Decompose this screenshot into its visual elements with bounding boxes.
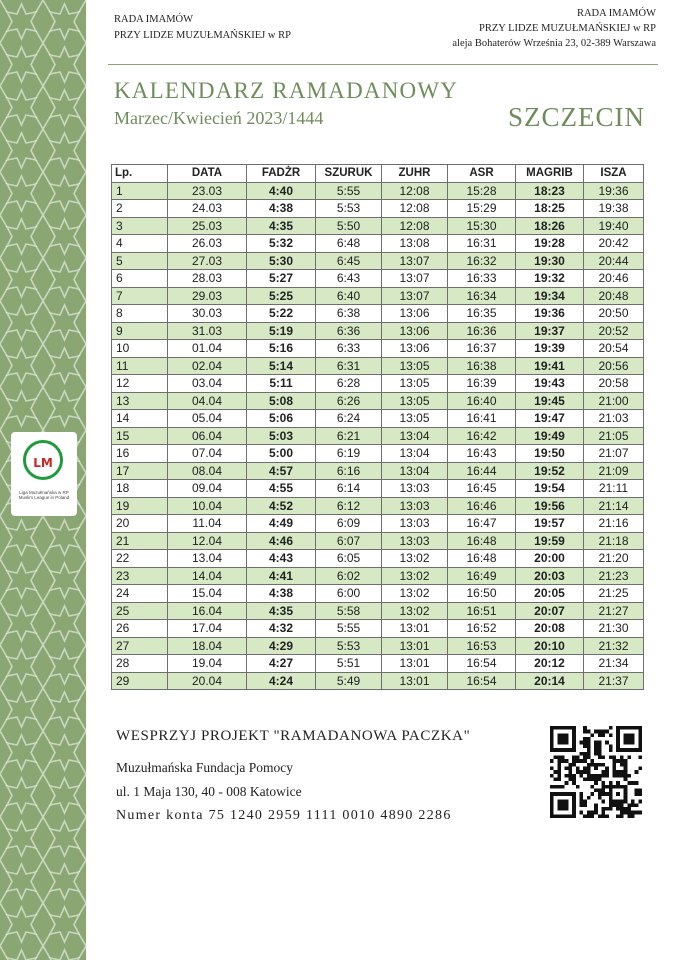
cell-fadzr: 5:03 <box>247 427 316 445</box>
cell-lp: 28 <box>112 655 168 673</box>
cell-isza: 21:32 <box>584 637 644 655</box>
cell-zuhr: 13:03 <box>382 515 448 533</box>
cell-isza: 19:40 <box>584 217 644 235</box>
col-header-lp: Lp. <box>112 165 168 183</box>
col-header-isza: ISZA <box>584 165 644 183</box>
table-row <box>112 252 644 270</box>
table-row <box>112 427 644 445</box>
header-divider <box>108 64 658 65</box>
table-row <box>112 585 644 603</box>
table-row <box>112 550 644 568</box>
cell-zuhr: 13:05 <box>382 375 448 393</box>
cell-zuhr: 13:04 <box>382 462 448 480</box>
header-left <box>114 12 291 44</box>
cell-asr: 15:28 <box>448 182 516 200</box>
cell-fadzr: 5:00 <box>247 445 316 463</box>
header-right-line1: RADA IMAMÓW <box>576 8 656 19</box>
cell-szuruk: 6:24 <box>316 410 382 428</box>
bank-account-number: Numer konta 75 1240 2959 1111 0010 4890 2286 <box>116 808 452 823</box>
header-right-address: aleja Bohaterów Września 23, 02-389 Warszawa <box>452 38 656 49</box>
table-row <box>112 182 644 200</box>
cell-fadzr: 5:32 <box>247 235 316 253</box>
cell-lp: 25 <box>112 602 168 620</box>
cell-isza: 20:44 <box>584 252 644 270</box>
cell-szuruk: 6:12 <box>316 497 382 515</box>
table-body <box>112 182 644 690</box>
cell-lp: 1 <box>112 182 168 200</box>
cell-date: 16.04 <box>168 602 247 620</box>
cell-asr: 16:41 <box>448 410 516 428</box>
cell-fadzr: 4:55 <box>247 480 316 498</box>
cell-lp: 3 <box>112 217 168 235</box>
cell-zuhr: 13:03 <box>382 532 448 550</box>
table-row <box>112 567 644 585</box>
cell-zuhr: 12:08 <box>382 182 448 200</box>
cell-szuruk: 6:26 <box>316 392 382 410</box>
cell-asr: 16:33 <box>448 270 516 288</box>
cell-asr: 16:53 <box>448 637 516 655</box>
header-left-line2: PRZY LIDZE MUZUŁMAŃSKIEJ w RP <box>114 30 291 41</box>
cell-fadzr: 4:43 <box>247 550 316 568</box>
cell-fadzr: 4:52 <box>247 497 316 515</box>
cell-date: 29.03 <box>168 287 247 305</box>
cell-zuhr: 13:02 <box>382 602 448 620</box>
cell-isza: 20:42 <box>584 235 644 253</box>
cell-isza: 20:56 <box>584 357 644 375</box>
cell-lp: 8 <box>112 305 168 323</box>
cell-szuruk: 6:09 <box>316 515 382 533</box>
cell-date: 31.03 <box>168 322 247 340</box>
cell-lp: 23 <box>112 567 168 585</box>
cell-magrib: 19:41 <box>516 357 584 375</box>
table-row <box>112 480 644 498</box>
col-header-szuruk: SZURUK <box>316 165 382 183</box>
cell-isza: 21:25 <box>584 585 644 603</box>
col-header-fadzr: FADŻR <box>247 165 316 183</box>
table-row <box>112 655 644 673</box>
cell-asr: 16:44 <box>448 462 516 480</box>
table-row <box>112 322 644 340</box>
cell-asr: 16:31 <box>448 235 516 253</box>
cell-isza: 20:52 <box>584 322 644 340</box>
cell-date: 03.04 <box>168 375 247 393</box>
cell-date: 26.03 <box>168 235 247 253</box>
support-project-heading: WESPRZYJ PROJEKT "RAMADANOWA PACZKA" <box>116 728 471 744</box>
cell-fadzr: 5:14 <box>247 357 316 375</box>
cell-asr: 16:48 <box>448 532 516 550</box>
cell-szuruk: 6:48 <box>316 235 382 253</box>
cell-lp: 13 <box>112 392 168 410</box>
cell-asr: 16:40 <box>448 392 516 410</box>
cell-magrib: 20:12 <box>516 655 584 673</box>
cell-date: 12.04 <box>168 532 247 550</box>
cell-fadzr: 4:29 <box>247 637 316 655</box>
header-left-line1: RADA IMAMÓW <box>114 14 194 25</box>
decorative-sidebar <box>0 0 86 960</box>
cell-date: 15.04 <box>168 585 247 603</box>
cell-szuruk: 6:02 <box>316 567 382 585</box>
cell-zuhr: 13:05 <box>382 410 448 428</box>
cell-date: 01.04 <box>168 340 247 358</box>
page-title: KALENDARZ RAMADANOWY <box>114 78 459 103</box>
cell-magrib: 19:43 <box>516 375 584 393</box>
cell-szuruk: 6:40 <box>316 287 382 305</box>
cell-fadzr: 5:30 <box>247 252 316 270</box>
cell-zuhr: 13:01 <box>382 672 448 690</box>
cell-lp: 15 <box>112 427 168 445</box>
cell-zuhr: 13:01 <box>382 637 448 655</box>
city-name: SZCZECIN <box>508 102 646 132</box>
cell-lp: 4 <box>112 235 168 253</box>
cell-asr: 16:47 <box>448 515 516 533</box>
cell-date: 20.04 <box>168 672 247 690</box>
table-row <box>112 637 644 655</box>
cell-magrib: 19:47 <box>516 410 584 428</box>
foundation-name: Muzułmańska Fundacja Pomocy <box>116 760 293 775</box>
cell-fadzr: 5:27 <box>247 270 316 288</box>
cell-isza: 20:58 <box>584 375 644 393</box>
cell-asr: 16:37 <box>448 340 516 358</box>
table-row <box>112 445 644 463</box>
cell-zuhr: 13:01 <box>382 655 448 673</box>
cell-szuruk: 6:16 <box>316 462 382 480</box>
cell-szuruk: 6:00 <box>316 585 382 603</box>
cell-date: 04.04 <box>168 392 247 410</box>
cell-fadzr: 5:25 <box>247 287 316 305</box>
cell-lp: 26 <box>112 620 168 638</box>
cell-lp: 2 <box>112 200 168 218</box>
cell-date: 10.04 <box>168 497 247 515</box>
cell-fadzr: 4:46 <box>247 532 316 550</box>
cell-date: 02.04 <box>168 357 247 375</box>
logo-caption: Liga Muzułmańska w RP Muslim League in Poland <box>18 490 70 500</box>
cell-magrib: 19:37 <box>516 322 584 340</box>
cell-lp: 17 <box>112 462 168 480</box>
cell-magrib: 19:34 <box>516 287 584 305</box>
cell-magrib: 19:49 <box>516 427 584 445</box>
cell-date: 09.04 <box>168 480 247 498</box>
table-row <box>112 200 644 218</box>
cell-date: 11.04 <box>168 515 247 533</box>
cell-lp: 9 <box>112 322 168 340</box>
table-row <box>112 515 644 533</box>
cell-zuhr: 13:07 <box>382 252 448 270</box>
cell-magrib: 19:57 <box>516 515 584 533</box>
cell-szuruk: 6:28 <box>316 375 382 393</box>
cell-fadzr: 4:40 <box>247 182 316 200</box>
cell-asr: 16:49 <box>448 567 516 585</box>
cell-asr: 16:35 <box>448 305 516 323</box>
cell-lp: 6 <box>112 270 168 288</box>
cell-isza: 21:30 <box>584 620 644 638</box>
cell-zuhr: 13:01 <box>382 620 448 638</box>
header-right <box>452 6 656 51</box>
cell-magrib: 20:10 <box>516 637 584 655</box>
cell-date: 19.04 <box>168 655 247 673</box>
cell-zuhr: 13:05 <box>382 357 448 375</box>
cell-asr: 16:43 <box>448 445 516 463</box>
cell-lp: 19 <box>112 497 168 515</box>
cell-lp: 18 <box>112 480 168 498</box>
cell-lp: 27 <box>112 637 168 655</box>
cell-isza: 21:16 <box>584 515 644 533</box>
cell-isza: 20:50 <box>584 305 644 323</box>
cell-magrib: 20:07 <box>516 602 584 620</box>
cell-lp: 16 <box>112 445 168 463</box>
table-row <box>112 532 644 550</box>
cell-isza: 21:27 <box>584 602 644 620</box>
cell-date: 24.03 <box>168 200 247 218</box>
col-header-date: DATA <box>168 165 247 183</box>
cell-date: 18.04 <box>168 637 247 655</box>
cell-fadzr: 5:22 <box>247 305 316 323</box>
cell-magrib: 20:08 <box>516 620 584 638</box>
cell-date: 27.03 <box>168 252 247 270</box>
table-row <box>112 235 644 253</box>
cell-magrib: 19:39 <box>516 340 584 358</box>
cell-asr: 15:29 <box>448 200 516 218</box>
cell-lp: 11 <box>112 357 168 375</box>
cell-magrib: 19:59 <box>516 532 584 550</box>
cell-fadzr: 5:19 <box>247 322 316 340</box>
cell-szuruk: 6:36 <box>316 322 382 340</box>
table-row <box>112 462 644 480</box>
cell-zuhr: 13:04 <box>382 427 448 445</box>
cell-asr: 16:42 <box>448 427 516 445</box>
cell-fadzr: 4:32 <box>247 620 316 638</box>
cell-isza: 21:09 <box>584 462 644 480</box>
cell-lp: 10 <box>112 340 168 358</box>
page-subtitle: Marzec/Kwiecień 2023/1444 <box>114 108 324 128</box>
cell-magrib: 19:50 <box>516 445 584 463</box>
cell-szuruk: 5:53 <box>316 200 382 218</box>
cell-magrib: 20:00 <box>516 550 584 568</box>
cell-date: 28.03 <box>168 270 247 288</box>
cell-fadzr: 5:11 <box>247 375 316 393</box>
cell-magrib: 19:54 <box>516 480 584 498</box>
header-right-line2: PRZY LIDZE MUZUŁMAŃSKIEJ w RP <box>479 23 656 34</box>
qr-code <box>550 726 642 818</box>
cell-isza: 21:23 <box>584 567 644 585</box>
cell-date: 30.03 <box>168 305 247 323</box>
cell-date: 08.04 <box>168 462 247 480</box>
cell-fadzr: 5:08 <box>247 392 316 410</box>
cell-isza: 20:46 <box>584 270 644 288</box>
cell-asr: 16:51 <box>448 602 516 620</box>
cell-fadzr: 4:57 <box>247 462 316 480</box>
cell-fadzr: 4:38 <box>247 585 316 603</box>
logo-emblem <box>23 440 63 480</box>
cell-fadzr: 5:16 <box>247 340 316 358</box>
cell-magrib: 19:28 <box>516 235 584 253</box>
cell-asr: 16:45 <box>448 480 516 498</box>
cell-date: 06.04 <box>168 427 247 445</box>
cell-date: 05.04 <box>168 410 247 428</box>
col-header-asr: ASR <box>448 165 516 183</box>
table-row <box>112 270 644 288</box>
cell-asr: 16:32 <box>448 252 516 270</box>
cell-asr: 16:39 <box>448 375 516 393</box>
table-row <box>112 410 644 428</box>
cell-szuruk: 5:51 <box>316 655 382 673</box>
cell-szuruk: 6:38 <box>316 305 382 323</box>
cell-szuruk: 6:43 <box>316 270 382 288</box>
cell-magrib: 18:25 <box>516 200 584 218</box>
cell-zuhr: 13:03 <box>382 497 448 515</box>
table-row <box>112 497 644 515</box>
cell-szuruk: 5:55 <box>316 182 382 200</box>
cell-magrib: 19:56 <box>516 497 584 515</box>
cell-isza: 21:34 <box>584 655 644 673</box>
cell-magrib: 20:05 <box>516 585 584 603</box>
cell-fadzr: 4:35 <box>247 602 316 620</box>
cell-magrib: 18:26 <box>516 217 584 235</box>
table-row <box>112 602 644 620</box>
cell-isza: 21:07 <box>584 445 644 463</box>
cell-asr: 16:48 <box>448 550 516 568</box>
cell-szuruk: 6:31 <box>316 357 382 375</box>
cell-szuruk: 5:53 <box>316 637 382 655</box>
cell-asr: 16:54 <box>448 655 516 673</box>
foundation-address: ul. 1 Maja 130, 40 - 008 Katowice <box>116 784 302 799</box>
cell-asr: 16:36 <box>448 322 516 340</box>
table-row <box>112 340 644 358</box>
cell-magrib: 19:45 <box>516 392 584 410</box>
cell-zuhr: 13:08 <box>382 235 448 253</box>
cell-asr: 15:30 <box>448 217 516 235</box>
cell-zuhr: 12:08 <box>382 200 448 218</box>
cell-isza: 21:11 <box>584 480 644 498</box>
cell-date: 14.04 <box>168 567 247 585</box>
table-row <box>112 287 644 305</box>
cell-date: 17.04 <box>168 620 247 638</box>
cell-isza: 20:48 <box>584 287 644 305</box>
league-logo <box>11 432 77 516</box>
cell-lp: 22 <box>112 550 168 568</box>
cell-lp: 7 <box>112 287 168 305</box>
cell-szuruk: 5:50 <box>316 217 382 235</box>
cell-fadzr: 4:41 <box>247 567 316 585</box>
cell-zuhr: 13:05 <box>382 392 448 410</box>
cell-isza: 21:14 <box>584 497 644 515</box>
cell-szuruk: 6:05 <box>316 550 382 568</box>
cell-zuhr: 13:07 <box>382 270 448 288</box>
table-row <box>112 392 644 410</box>
cell-zuhr: 13:06 <box>382 305 448 323</box>
cell-isza: 21:03 <box>584 410 644 428</box>
logo-initials: LM <box>33 456 53 470</box>
cell-fadzr: 4:38 <box>247 200 316 218</box>
cell-magrib: 19:36 <box>516 305 584 323</box>
cell-szuruk: 6:21 <box>316 427 382 445</box>
table-row <box>112 620 644 638</box>
cell-szuruk: 6:07 <box>316 532 382 550</box>
cell-fadzr: 5:06 <box>247 410 316 428</box>
table-header-row <box>112 165 644 183</box>
cell-fadzr: 4:49 <box>247 515 316 533</box>
cell-zuhr: 13:06 <box>382 340 448 358</box>
cell-lp: 12 <box>112 375 168 393</box>
col-header-zuhr: ZUHR <box>382 165 448 183</box>
table-row <box>112 305 644 323</box>
cell-isza: 19:38 <box>584 200 644 218</box>
cell-isza: 19:36 <box>584 182 644 200</box>
cell-magrib: 20:14 <box>516 672 584 690</box>
cell-magrib: 19:32 <box>516 270 584 288</box>
cell-isza: 21:05 <box>584 427 644 445</box>
cell-isza: 21:00 <box>584 392 644 410</box>
cell-zuhr: 13:03 <box>382 480 448 498</box>
cell-isza: 21:20 <box>584 550 644 568</box>
cell-szuruk: 6:19 <box>316 445 382 463</box>
cell-zuhr: 13:07 <box>382 287 448 305</box>
cell-asr: 16:50 <box>448 585 516 603</box>
cell-magrib: 20:03 <box>516 567 584 585</box>
cell-lp: 5 <box>112 252 168 270</box>
cell-lp: 20 <box>112 515 168 533</box>
cell-zuhr: 13:04 <box>382 445 448 463</box>
cell-szuruk: 6:33 <box>316 340 382 358</box>
cell-date: 23.03 <box>168 182 247 200</box>
cell-fadzr: 4:35 <box>247 217 316 235</box>
cell-szuruk: 5:58 <box>316 602 382 620</box>
cell-isza: 21:37 <box>584 672 644 690</box>
cell-zuhr: 13:02 <box>382 585 448 603</box>
cell-magrib: 18:23 <box>516 182 584 200</box>
cell-lp: 29 <box>112 672 168 690</box>
cell-magrib: 19:52 <box>516 462 584 480</box>
cell-fadzr: 4:24 <box>247 672 316 690</box>
cell-szuruk: 5:49 <box>316 672 382 690</box>
table-row <box>112 357 644 375</box>
cell-date: 25.03 <box>168 217 247 235</box>
cell-fadzr: 4:27 <box>247 655 316 673</box>
cell-lp: 21 <box>112 532 168 550</box>
table-row <box>112 672 644 690</box>
cell-zuhr: 13:06 <box>382 322 448 340</box>
col-header-magrib: MAGRIB <box>516 165 584 183</box>
cell-isza: 20:54 <box>584 340 644 358</box>
cell-zuhr: 12:08 <box>382 217 448 235</box>
cell-szuruk: 5:55 <box>316 620 382 638</box>
cell-asr: 16:54 <box>448 672 516 690</box>
cell-szuruk: 6:45 <box>316 252 382 270</box>
cell-date: 07.04 <box>168 445 247 463</box>
cell-lp: 14 <box>112 410 168 428</box>
cell-magrib: 19:30 <box>516 252 584 270</box>
cell-asr: 16:38 <box>448 357 516 375</box>
cell-zuhr: 13:02 <box>382 550 448 568</box>
cell-asr: 16:46 <box>448 497 516 515</box>
cell-asr: 16:52 <box>448 620 516 638</box>
cell-lp: 24 <box>112 585 168 603</box>
prayer-times-table <box>111 164 644 690</box>
cell-asr: 16:34 <box>448 287 516 305</box>
cell-isza: 21:18 <box>584 532 644 550</box>
cell-szuruk: 6:14 <box>316 480 382 498</box>
cell-zuhr: 13:02 <box>382 567 448 585</box>
table-row <box>112 217 644 235</box>
table-row <box>112 375 644 393</box>
cell-date: 13.04 <box>168 550 247 568</box>
